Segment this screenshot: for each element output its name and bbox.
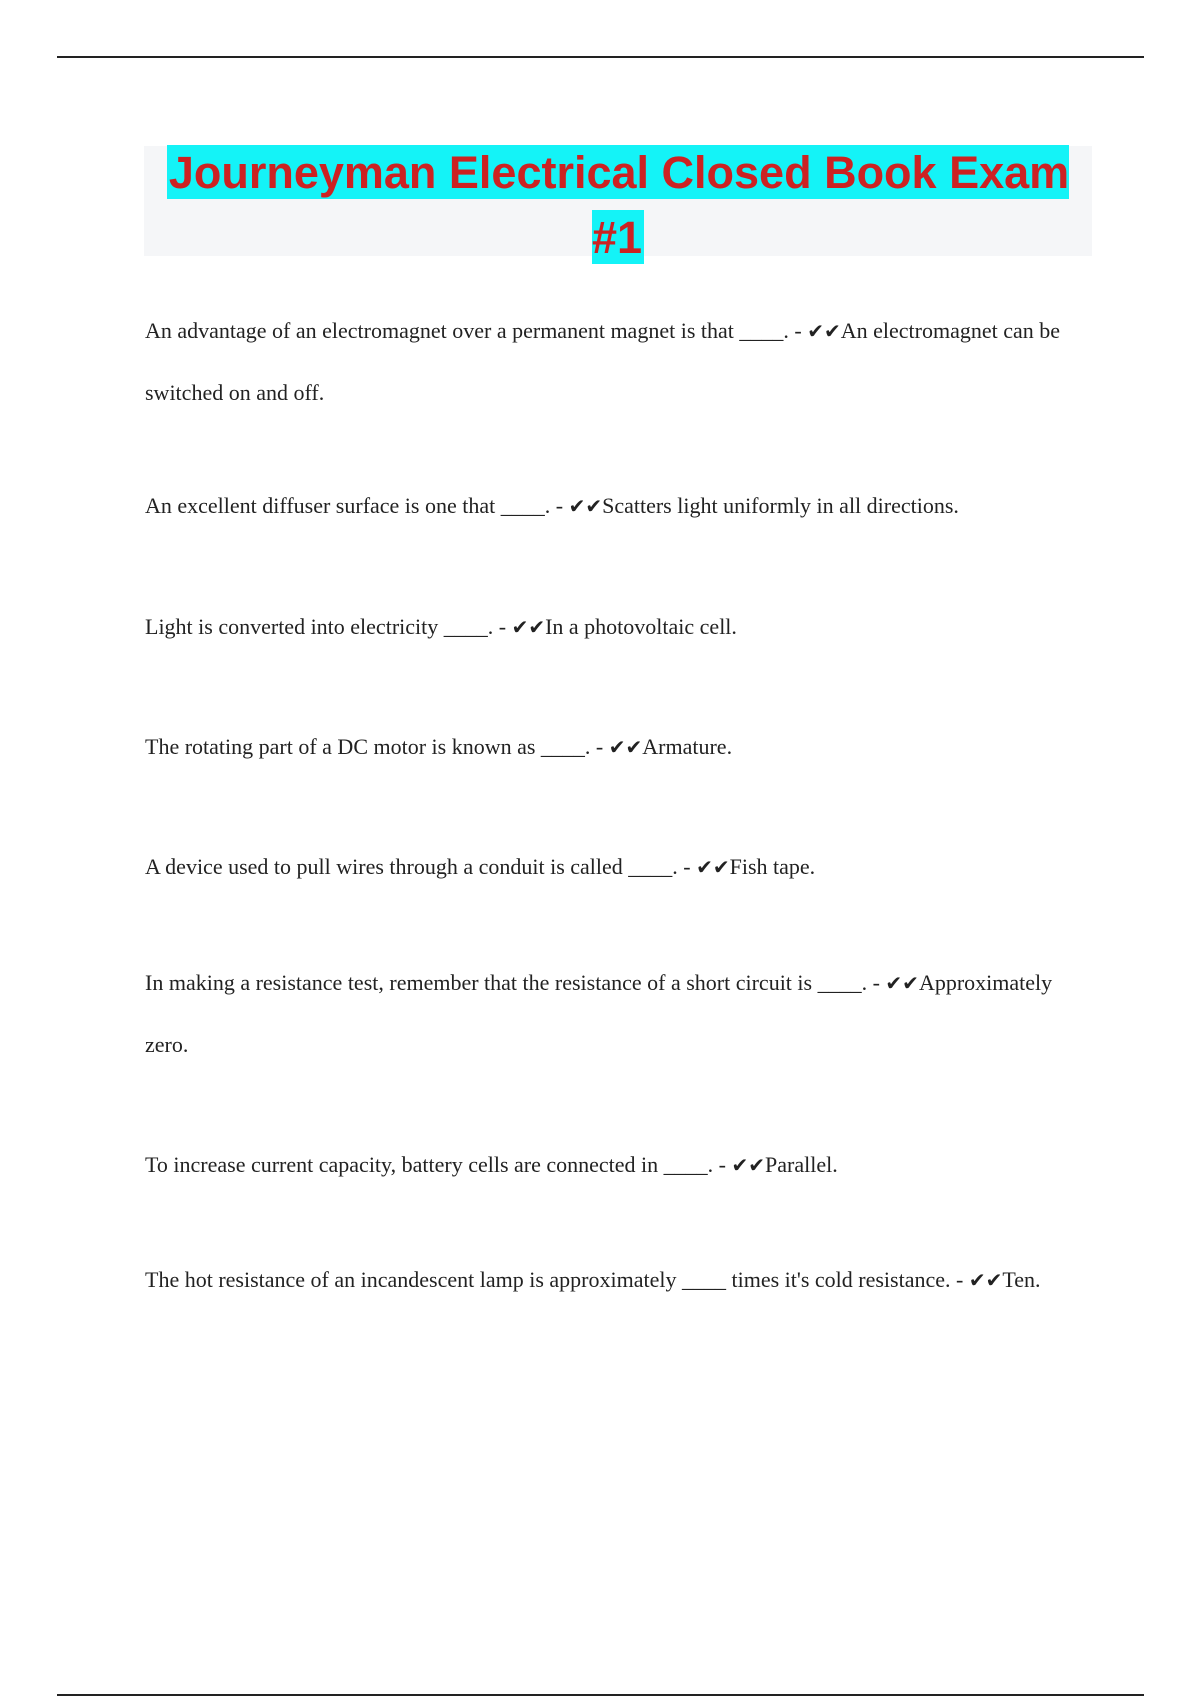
title-band — [144, 146, 1092, 263]
question-prompt: An advantage of an electromagnet over a permanent magnet is that ____. - — [145, 318, 808, 343]
check-mark-icon: ✔✔ — [568, 494, 603, 518]
question-answer: Approximately zero. — [145, 970, 1053, 1057]
question-answer: An electromagnet can be switched on and off. — [145, 318, 1060, 405]
question-5 — [145, 836, 1095, 898]
question-answer: Parallel. — [765, 1152, 838, 1177]
question-8 — [145, 1249, 1095, 1311]
bottom-rule — [57, 1694, 1144, 1696]
top-rule — [57, 56, 1144, 58]
check-mark-icon: ✔✔ — [807, 319, 841, 343]
question-6 — [145, 952, 1095, 1075]
question-1 — [145, 300, 1095, 423]
check-mark-icon: ✔✔ — [696, 855, 730, 879]
question-4 — [145, 716, 1095, 778]
question-answer: Scatters light uniformly in all directions. — [602, 493, 959, 518]
question-prompt: Light is converted into electricity ____. - — [145, 614, 512, 639]
question-answer: Ten. — [1002, 1267, 1041, 1292]
check-mark-icon: ✔✔ — [968, 1268, 1003, 1292]
check-mark-icon: ✔✔ — [885, 971, 919, 995]
question-prompt: In making a resistance test, remember that the resistance of a short circuit is ____. - — [145, 970, 886, 995]
question-3 — [145, 596, 1095, 658]
question-answer: In a photovoltaic cell. — [545, 614, 737, 639]
question-answer: Fish tape. — [729, 854, 816, 879]
check-mark-icon: ✔✔ — [511, 615, 546, 639]
question-2 — [145, 475, 1095, 537]
question-prompt: To increase current capacity, battery cells are connected in ____. - — [145, 1152, 732, 1177]
question-prompt: The hot resistance of an incandescent lamp is approximately ____ times it's cold resistance. - — [145, 1267, 969, 1292]
question-7 — [145, 1134, 1095, 1196]
question-prompt: The rotating part of a DC motor is known as ____. - — [145, 734, 609, 759]
question-prompt: An excellent diffuser surface is one that ____. - — [145, 493, 569, 518]
check-mark-icon: ✔✔ — [731, 1153, 765, 1177]
question-answer: Armature. — [642, 734, 733, 759]
check-mark-icon: ✔✔ — [608, 735, 643, 759]
question-prompt: A device used to pull wires through a conduit is called ____. - — [145, 854, 697, 879]
document-title: Journeyman Electrical Closed Book Exam #1 — [168, 147, 1070, 263]
